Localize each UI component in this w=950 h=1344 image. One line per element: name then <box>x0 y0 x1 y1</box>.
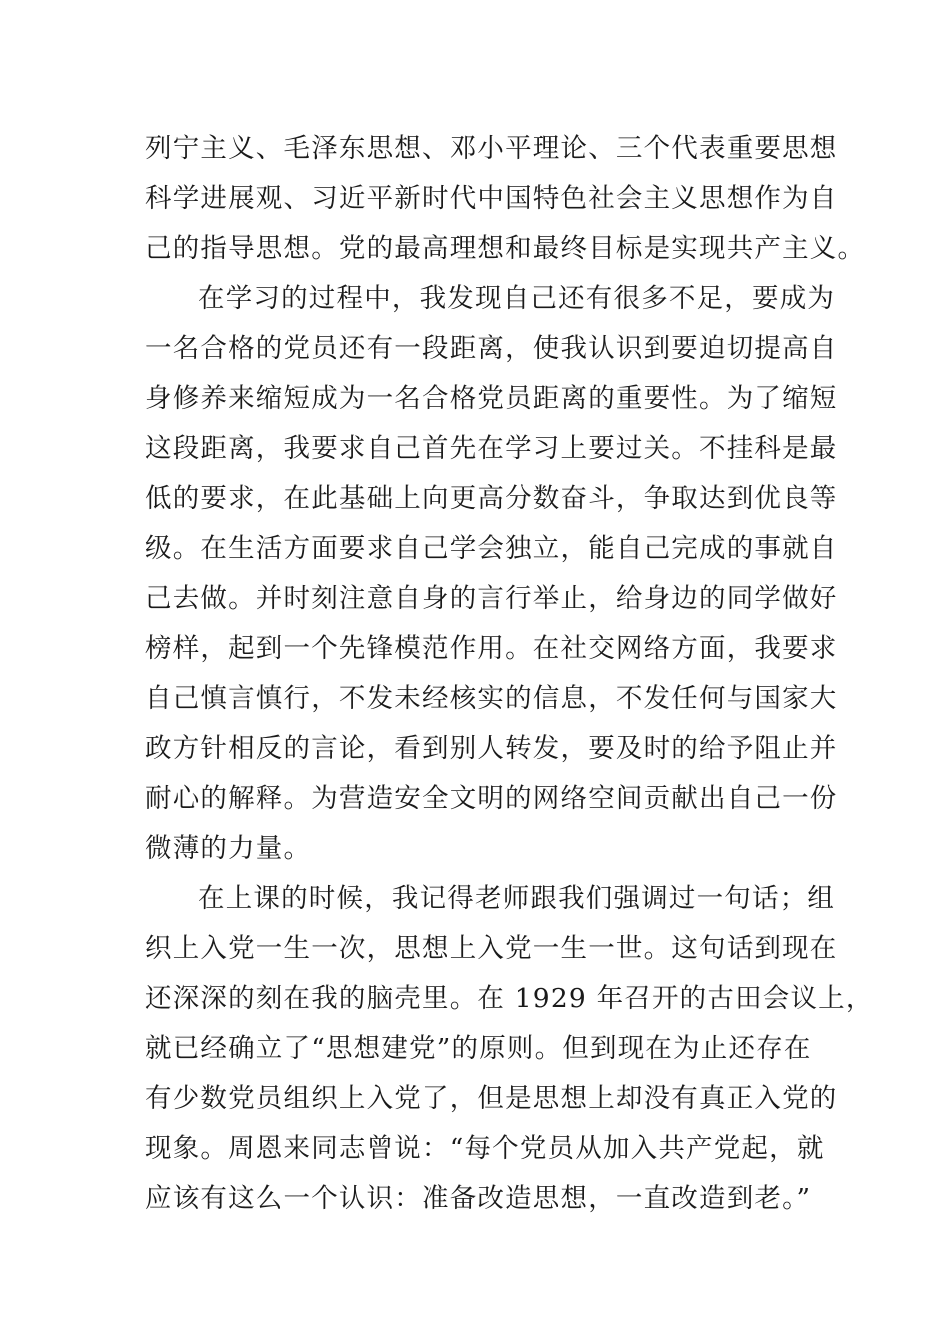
paragraph-first-line: 在学习的过程中，我发现自己还有很多不足，要成为 <box>198 283 836 314</box>
text-line: 身修养来缩短成为一名合格党员距离的重要性。为了缩短 <box>145 383 838 414</box>
text-line: 微薄的力量。 <box>145 833 312 864</box>
text-line: 政方针相反的言论，看到别人转发，要及时的给予阻止并 <box>145 733 838 764</box>
body-text <box>145 124 874 1224</box>
paragraph-first-line: 在上课的时候，我记得老师跟我们强调过一句话；组 <box>198 883 836 914</box>
text-line: 应该有这么一个认识：准备改造思想，一直改造到老。” <box>145 1183 812 1214</box>
text-line: 己的指导思想。党的最高理想和最终目标是实现共产主义。 <box>145 233 866 264</box>
text-line: 织上入党一生一次，思想上入党一生一世。这句话到现在 <box>145 933 838 964</box>
text-line: 现象。周恩来同志曾说：“每个党员从加入共产党起，就 <box>145 1133 825 1164</box>
text-line: 有少数党员组织上入党了，但是思想上却没有真正入党的 <box>145 1083 838 1114</box>
text-line: 低的要求，在此基础上向更高分数奋斗，争取达到优良等 <box>145 483 838 514</box>
text-line: 还深深的刻在我的脑壳里。在 1929 年召开的古田会议上， <box>145 983 874 1014</box>
text-line: 列宁主义、毛泽东思想、邓小平理论、三个代表重要思想 <box>145 133 838 164</box>
text-line: 级。在生活方面要求自己学会独立，能自己完成的事就自 <box>145 533 838 564</box>
text-line: 榜样，起到一个先锋模范作用。在社交网络方面，我要求 <box>145 633 838 664</box>
text-line: 就已经确立了“思想建党”的原则。但到现在为止还存在 <box>145 1033 812 1064</box>
text-line: 科学进展观、习近平新时代中国特色社会主义思想作为自 <box>145 183 838 214</box>
text-line: 耐心的解释。为营造安全文明的网络空间贡献出自己一份 <box>145 783 838 814</box>
text-line: 己去做。并时刻注意自身的言行举止，给身边的同学做好 <box>145 583 838 614</box>
text-line: 自己慎言慎行，不发未经核实的信息，不发任何与国家大 <box>145 683 838 714</box>
text-line: 这段距离，我要求自己首先在学习上要过关。不挂科是最 <box>145 433 838 464</box>
text-line: 一名合格的党员还有一段距离，使我认识到要迫切提高自 <box>145 333 838 364</box>
